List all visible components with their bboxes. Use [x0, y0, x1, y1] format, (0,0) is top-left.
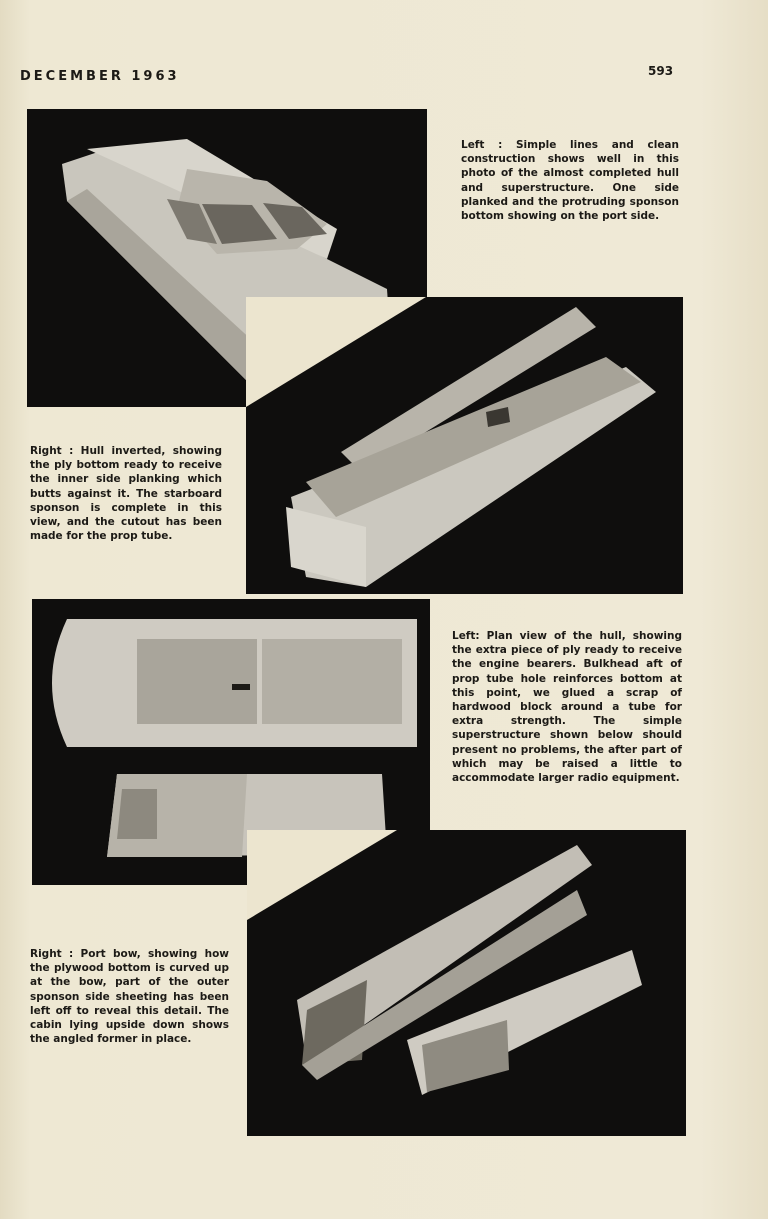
caption-photo-1: Left : Simple lines and clean construction shows well in this photo of the almost completed hull and superstructure. One side planked and the protruding sponson bottom showing on the port side. [461, 139, 679, 223]
photo-port-bow [247, 830, 686, 1136]
photo-hull-inverted [246, 297, 683, 594]
caption-photo-3: Left: Plan view of the hull, showing the extra piece of ply ready to receive the engine bearers. Bulkhead aft of prop tube hole reinforces bottom at this point, we glued a scrap of hardwood block around a tube for extra strength. The simple superstructure shown below should present no problems, the after part of which may be raised a little to accommodate larger radio equipment. [452, 630, 682, 785]
caption-photo-4: Right : Port bow, showing how the plywood bottom is curved up at the bow, part of the outer sponson side sheeting has been left off to reveal this detail. The cabin lying upside down shows the angled former in place. [30, 948, 229, 1046]
issue-date: DECEMBER 1963 [20, 69, 180, 84]
caption-photo-2: Right : Hull inverted, showing the ply bottom ready to receive the inner side planking which butts against it. The starboard sponson is complete in this view, and the cutout has been made for the prop tube. [30, 445, 222, 543]
page-number: 593 [648, 64, 674, 78]
